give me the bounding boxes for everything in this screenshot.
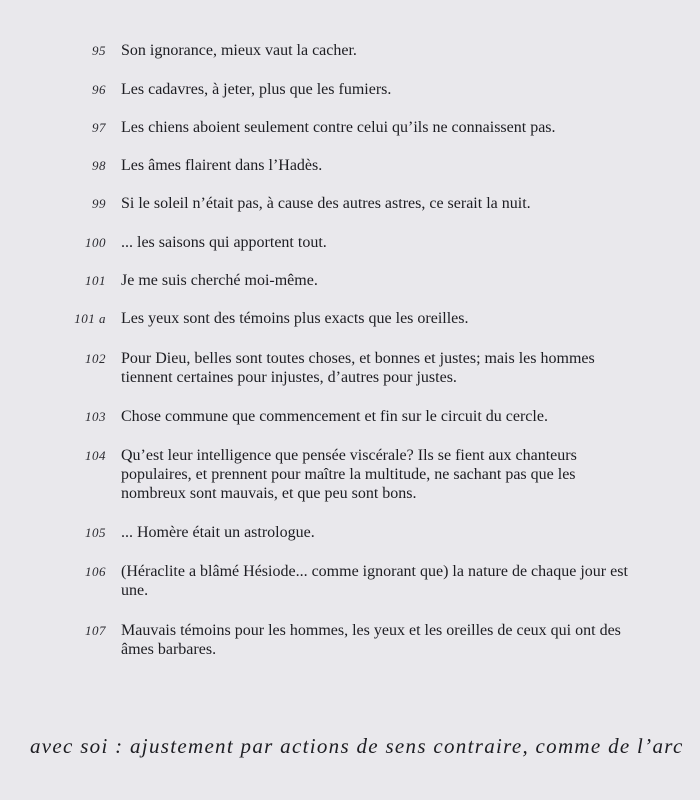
fragment-text: Pour Dieu, belles sont toutes choses, et bonnes et justes; mais les hommes tiennent certaines pour injustes, d’autres pour justes. bbox=[121, 350, 595, 386]
fragment-number: 104 bbox=[85, 448, 106, 463]
fragment-text: (Héraclite a blâmé Hésiode... comme ignorant que) la nature de chaque jour est une. bbox=[121, 563, 628, 599]
running-quote: avec soi : ajustement par actions de sens contraire, comme de l’arc bbox=[30, 734, 684, 758]
fragment-number: 101 a bbox=[74, 311, 106, 326]
fragment-number: 105 bbox=[85, 525, 106, 540]
fragment-text: Son ignorance, mieux vaut la cacher. bbox=[121, 42, 357, 59]
fragment-number: 101 bbox=[85, 273, 106, 288]
fragment-text: ... les saisons qui apportent tout. bbox=[121, 234, 327, 251]
fragment-number: 100 bbox=[85, 235, 106, 250]
fragment-text: Mauvais témoins pour les hommes, les yeux et les oreilles de ceux qui ont des âmes barbares. bbox=[121, 622, 621, 658]
fragment-text: Je me suis cherché moi-même. bbox=[121, 272, 318, 289]
fragment-text: Si le soleil n’était pas, à cause des autres astres, ce serait la nuit. bbox=[121, 195, 531, 212]
fragment-text: Les yeux sont des témoins plus exacts que les oreilles. bbox=[121, 310, 469, 327]
fragment-number: 106 bbox=[85, 564, 106, 579]
fragment-number: 99 bbox=[92, 196, 106, 211]
fragment-text: Les chiens aboient seulement contre celui qu’ils ne connaissent pas. bbox=[121, 119, 556, 136]
fragment-text: Les cadavres, à jeter, plus que les fumiers. bbox=[121, 81, 392, 98]
fragment-text: Qu’est leur intelligence que pensée viscérale? Ils se fient aux chanteurs populaires, et prennent pour maître la multitude, ne sachant pas que les nombreux sont mauvais, et que peu sont bons. bbox=[121, 447, 577, 502]
fragment-number: 107 bbox=[85, 623, 106, 638]
fragment-number: 97 bbox=[92, 120, 106, 135]
fragment-number: 98 bbox=[92, 158, 106, 173]
fragment-number: 103 bbox=[85, 409, 106, 424]
fragment-text: Chose commune que commencement et fin sur le circuit du cercle. bbox=[121, 408, 548, 425]
fragment-number: 96 bbox=[92, 82, 106, 97]
fragment-text: Les âmes flairent dans l’Hadès. bbox=[121, 157, 323, 174]
fragment-number: 95 bbox=[92, 43, 106, 58]
fragment-number: 102 bbox=[85, 351, 106, 366]
fragment-text: ... Homère était un astrologue. bbox=[121, 524, 315, 541]
